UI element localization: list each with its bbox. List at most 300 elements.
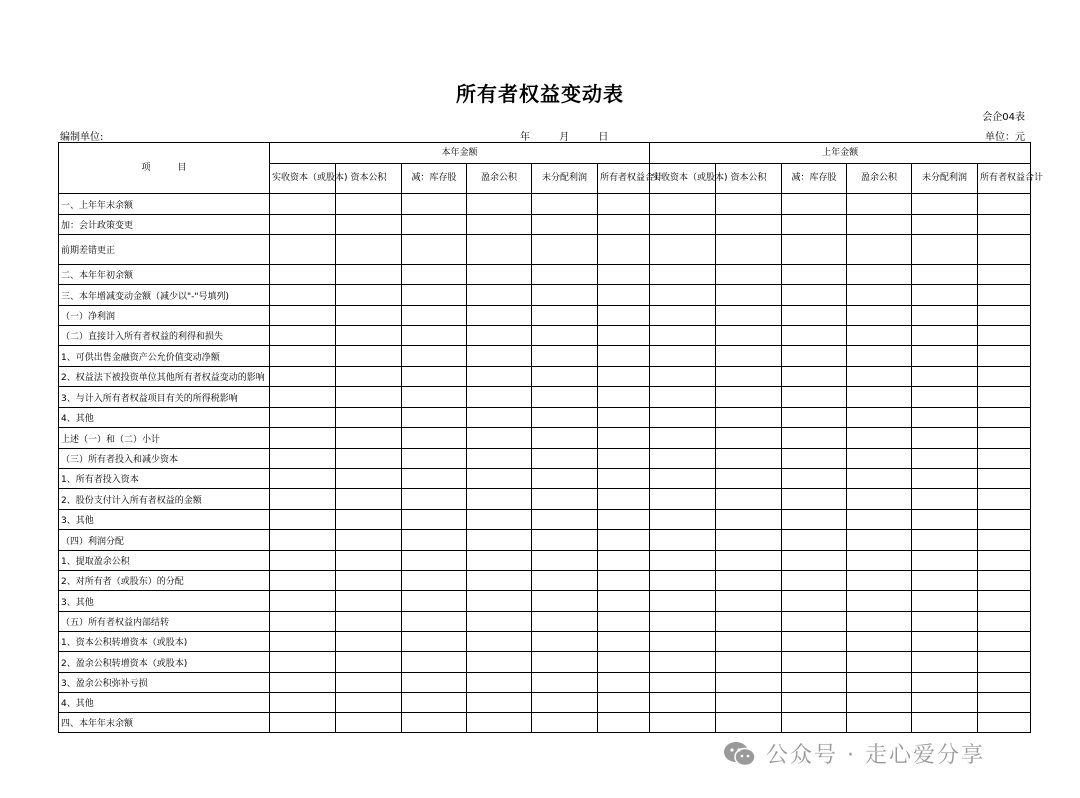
value-cell[interactable] [782,591,847,612]
value-cell[interactable] [716,612,782,632]
value-cell[interactable] [716,591,782,612]
value-cell[interactable] [402,469,467,489]
value-cell[interactable] [532,326,598,346]
value-cell[interactable] [978,510,1031,530]
value-cell[interactable] [598,265,650,285]
value-cell[interactable] [402,326,467,346]
value-cell[interactable] [912,367,978,387]
value-cell[interactable] [467,449,532,469]
value-cell[interactable] [270,346,336,367]
value-cell[interactable] [912,285,978,306]
value-cell[interactable] [336,469,402,489]
value-cell[interactable] [336,387,402,408]
value-cell[interactable] [467,194,532,215]
value-cell[interactable] [978,367,1031,387]
value-cell[interactable] [782,551,847,571]
value-cell[interactable] [847,510,912,530]
value-cell[interactable] [782,326,847,346]
value-cell[interactable] [650,449,716,469]
value-cell[interactable] [782,652,847,673]
value-cell[interactable] [532,285,598,306]
value-cell[interactable] [847,530,912,551]
value-cell[interactable] [650,265,716,285]
value-cell[interactable] [402,489,467,510]
value-cell[interactable] [402,428,467,449]
value-cell[interactable] [467,326,532,346]
value-cell[interactable] [467,652,532,673]
value-cell[interactable] [716,449,782,469]
value-cell[interactable] [532,489,598,510]
value-cell[interactable] [336,235,402,265]
value-cell[interactable] [716,489,782,510]
value-cell[interactable] [782,530,847,551]
value-cell[interactable] [270,632,336,652]
value-cell[interactable] [467,469,532,489]
value-cell[interactable] [336,367,402,387]
value-cell[interactable] [782,428,847,449]
value-cell[interactable] [650,489,716,510]
value-cell[interactable] [598,387,650,408]
value-cell[interactable] [650,326,716,346]
value-cell[interactable] [782,673,847,693]
value-cell[interactable] [716,346,782,367]
value-cell[interactable] [847,285,912,306]
value-cell[interactable] [336,285,402,306]
value-cell[interactable] [650,367,716,387]
value-cell[interactable] [912,215,978,235]
value-cell[interactable] [532,194,598,215]
value-cell[interactable] [650,510,716,530]
value-cell[interactable] [912,510,978,530]
value-cell[interactable] [847,469,912,489]
value-cell[interactable] [270,306,336,326]
value-cell[interactable] [467,235,532,265]
value-cell[interactable] [598,326,650,346]
value-cell[interactable] [532,693,598,713]
value-cell[interactable] [716,510,782,530]
value-cell[interactable] [847,215,912,235]
value-cell[interactable] [532,551,598,571]
value-cell[interactable] [467,571,532,591]
value-cell[interactable] [782,449,847,469]
value-cell[interactable] [650,571,716,591]
value-cell[interactable] [978,194,1031,215]
value-cell[interactable] [402,346,467,367]
value-cell[interactable] [467,632,532,652]
value-cell[interactable] [782,215,847,235]
value-cell[interactable] [467,306,532,326]
value-cell[interactable] [336,551,402,571]
value-cell[interactable] [336,591,402,612]
value-cell[interactable] [847,194,912,215]
value-cell[interactable] [716,387,782,408]
value-cell[interactable] [650,551,716,571]
value-cell[interactable] [716,306,782,326]
value-cell[interactable] [270,367,336,387]
value-cell[interactable] [336,408,402,428]
value-cell[interactable] [467,489,532,510]
value-cell[interactable] [650,591,716,612]
value-cell[interactable] [847,387,912,408]
value-cell[interactable] [532,632,598,652]
value-cell[interactable] [650,652,716,673]
value-cell[interactable] [847,673,912,693]
value-cell[interactable] [978,673,1031,693]
value-cell[interactable] [270,551,336,571]
value-cell[interactable] [716,693,782,713]
value-cell[interactable] [978,713,1031,733]
value-cell[interactable] [270,428,336,449]
value-cell[interactable] [782,367,847,387]
value-cell[interactable] [912,673,978,693]
value-cell[interactable] [847,235,912,265]
value-cell[interactable] [782,306,847,326]
value-cell[interactable] [978,285,1031,306]
value-cell[interactable] [402,449,467,469]
value-cell[interactable] [598,215,650,235]
value-cell[interactable] [782,265,847,285]
value-cell[interactable] [716,194,782,215]
value-cell[interactable] [270,387,336,408]
value-cell[interactable] [532,215,598,235]
value-cell[interactable] [650,469,716,489]
value-cell[interactable] [912,449,978,469]
value-cell[interactable] [912,326,978,346]
value-cell[interactable] [598,713,650,733]
value-cell[interactable] [716,285,782,306]
value-cell[interactable] [336,632,402,652]
value-cell[interactable] [598,530,650,551]
value-cell[interactable] [467,591,532,612]
value-cell[interactable] [402,367,467,387]
value-cell[interactable] [978,591,1031,612]
value-cell[interactable] [978,265,1031,285]
value-cell[interactable] [912,551,978,571]
value-cell[interactable] [978,449,1031,469]
value-cell[interactable] [978,571,1031,591]
value-cell[interactable] [847,265,912,285]
value-cell[interactable] [716,235,782,265]
value-cell[interactable] [336,652,402,673]
value-cell[interactable] [912,612,978,632]
value-cell[interactable] [978,632,1031,652]
value-cell[interactable] [598,469,650,489]
value-cell[interactable] [270,591,336,612]
value-cell[interactable] [402,591,467,612]
value-cell[interactable] [912,194,978,215]
value-cell[interactable] [847,367,912,387]
value-cell[interactable] [912,387,978,408]
value-cell[interactable] [467,693,532,713]
value-cell[interactable] [716,367,782,387]
value-cell[interactable] [467,265,532,285]
value-cell[interactable] [847,591,912,612]
value-cell[interactable] [402,194,467,215]
value-cell[interactable] [532,591,598,612]
value-cell[interactable] [912,346,978,367]
value-cell[interactable] [847,612,912,632]
value-cell[interactable] [650,215,716,235]
value-cell[interactable] [270,235,336,265]
value-cell[interactable] [716,652,782,673]
value-cell[interactable] [532,408,598,428]
value-cell[interactable] [402,285,467,306]
value-cell[interactable] [782,346,847,367]
value-cell[interactable] [336,713,402,733]
value-cell[interactable] [336,428,402,449]
value-cell[interactable] [782,469,847,489]
value-cell[interactable] [532,530,598,551]
value-cell[interactable] [270,265,336,285]
value-cell[interactable] [270,489,336,510]
value-cell[interactable] [782,387,847,408]
value-cell[interactable] [598,693,650,713]
value-cell[interactable] [270,673,336,693]
value-cell[interactable] [716,632,782,652]
value-cell[interactable] [650,713,716,733]
value-cell[interactable] [978,215,1031,235]
value-cell[interactable] [270,713,336,733]
value-cell[interactable] [467,408,532,428]
value-cell[interactable] [650,408,716,428]
value-cell[interactable] [978,551,1031,571]
value-cell[interactable] [270,285,336,306]
value-cell[interactable] [402,713,467,733]
value-cell[interactable] [978,693,1031,713]
value-cell[interactable] [598,367,650,387]
value-cell[interactable] [912,235,978,265]
value-cell[interactable] [650,194,716,215]
value-cell[interactable] [336,489,402,510]
value-cell[interactable] [532,387,598,408]
value-cell[interactable] [402,612,467,632]
value-cell[interactable] [847,326,912,346]
value-cell[interactable] [716,326,782,346]
value-cell[interactable] [782,510,847,530]
value-cell[interactable] [598,235,650,265]
value-cell[interactable] [532,346,598,367]
value-cell[interactable] [978,489,1031,510]
value-cell[interactable] [650,235,716,265]
value-cell[interactable] [847,306,912,326]
value-cell[interactable] [532,713,598,733]
value-cell[interactable] [716,428,782,449]
value-cell[interactable] [270,510,336,530]
value-cell[interactable] [978,306,1031,326]
value-cell[interactable] [650,693,716,713]
value-cell[interactable] [532,449,598,469]
value-cell[interactable] [847,713,912,733]
value-cell[interactable] [467,612,532,632]
value-cell[interactable] [467,346,532,367]
value-cell[interactable] [716,713,782,733]
value-cell[interactable] [782,612,847,632]
value-cell[interactable] [912,265,978,285]
value-cell[interactable] [782,285,847,306]
value-cell[interactable] [270,693,336,713]
value-cell[interactable] [782,693,847,713]
value-cell[interactable] [782,489,847,510]
value-cell[interactable] [598,306,650,326]
value-cell[interactable] [598,612,650,632]
value-cell[interactable] [847,346,912,367]
value-cell[interactable] [402,693,467,713]
value-cell[interactable] [650,530,716,551]
value-cell[interactable] [912,571,978,591]
value-cell[interactable] [978,469,1031,489]
value-cell[interactable] [650,306,716,326]
value-cell[interactable] [402,551,467,571]
value-cell[interactable] [912,652,978,673]
value-cell[interactable] [467,510,532,530]
value-cell[interactable] [402,652,467,673]
value-cell[interactable] [716,408,782,428]
value-cell[interactable] [270,469,336,489]
value-cell[interactable] [912,713,978,733]
value-cell[interactable] [336,449,402,469]
value-cell[interactable] [912,428,978,449]
value-cell[interactable] [847,428,912,449]
value-cell[interactable] [650,428,716,449]
value-cell[interactable] [716,215,782,235]
value-cell[interactable] [978,346,1031,367]
value-cell[interactable] [782,408,847,428]
value-cell[interactable] [532,612,598,632]
value-cell[interactable] [716,571,782,591]
value-cell[interactable] [978,326,1031,346]
value-cell[interactable] [650,673,716,693]
value-cell[interactable] [598,673,650,693]
value-cell[interactable] [336,265,402,285]
value-cell[interactable] [336,693,402,713]
value-cell[interactable] [716,551,782,571]
value-cell[interactable] [847,408,912,428]
value-cell[interactable] [532,306,598,326]
value-cell[interactable] [782,194,847,215]
value-cell[interactable] [270,612,336,632]
value-cell[interactable] [978,235,1031,265]
value-cell[interactable] [847,652,912,673]
value-cell[interactable] [402,408,467,428]
value-cell[interactable] [402,265,467,285]
value-cell[interactable] [912,408,978,428]
value-cell[interactable] [270,571,336,591]
value-cell[interactable] [598,194,650,215]
value-cell[interactable] [402,387,467,408]
value-cell[interactable] [847,693,912,713]
value-cell[interactable] [912,591,978,612]
value-cell[interactable] [847,489,912,510]
value-cell[interactable] [336,346,402,367]
value-cell[interactable] [782,571,847,591]
value-cell[interactable] [650,612,716,632]
value-cell[interactable] [847,551,912,571]
value-cell[interactable] [532,652,598,673]
value-cell[interactable] [402,215,467,235]
value-cell[interactable] [336,510,402,530]
value-cell[interactable] [598,652,650,673]
value-cell[interactable] [467,428,532,449]
value-cell[interactable] [532,265,598,285]
value-cell[interactable] [598,408,650,428]
value-cell[interactable] [598,632,650,652]
value-cell[interactable] [467,387,532,408]
value-cell[interactable] [847,571,912,591]
value-cell[interactable] [598,551,650,571]
value-cell[interactable] [467,367,532,387]
value-cell[interactable] [336,306,402,326]
value-cell[interactable] [847,632,912,652]
value-cell[interactable] [978,652,1031,673]
value-cell[interactable] [912,306,978,326]
value-cell[interactable] [270,194,336,215]
value-cell[interactable] [598,591,650,612]
value-cell[interactable] [336,612,402,632]
value-cell[interactable] [912,489,978,510]
value-cell[interactable] [782,713,847,733]
value-cell[interactable] [467,551,532,571]
value-cell[interactable] [598,346,650,367]
value-cell[interactable] [270,652,336,673]
value-cell[interactable] [270,408,336,428]
value-cell[interactable] [912,693,978,713]
value-cell[interactable] [532,673,598,693]
value-cell[interactable] [336,673,402,693]
value-cell[interactable] [270,326,336,346]
value-cell[interactable] [532,428,598,449]
value-cell[interactable] [532,571,598,591]
value-cell[interactable] [270,215,336,235]
value-cell[interactable] [467,530,532,551]
value-cell[interactable] [978,612,1031,632]
value-cell[interactable] [598,449,650,469]
value-cell[interactable] [270,449,336,469]
value-cell[interactable] [532,510,598,530]
value-cell[interactable] [532,469,598,489]
value-cell[interactable] [650,387,716,408]
value-cell[interactable] [650,285,716,306]
value-cell[interactable] [598,510,650,530]
value-cell[interactable] [467,713,532,733]
value-cell[interactable] [467,215,532,235]
value-cell[interactable] [650,346,716,367]
value-cell[interactable] [912,530,978,551]
value-cell[interactable] [270,530,336,551]
value-cell[interactable] [716,673,782,693]
value-cell[interactable] [598,489,650,510]
value-cell[interactable] [978,387,1031,408]
value-cell[interactable] [912,632,978,652]
value-cell[interactable] [467,673,532,693]
value-cell[interactable] [782,235,847,265]
value-cell[interactable] [467,285,532,306]
value-cell[interactable] [912,469,978,489]
value-cell[interactable] [402,510,467,530]
value-cell[interactable] [598,428,650,449]
value-cell[interactable] [716,265,782,285]
value-cell[interactable] [532,235,598,265]
value-cell[interactable] [402,235,467,265]
value-cell[interactable] [402,571,467,591]
value-cell[interactable] [402,530,467,551]
value-cell[interactable] [336,215,402,235]
value-cell[interactable] [650,632,716,652]
value-cell[interactable] [716,530,782,551]
value-cell[interactable] [402,632,467,652]
value-cell[interactable] [716,469,782,489]
value-cell[interactable] [336,326,402,346]
value-cell[interactable] [978,428,1031,449]
